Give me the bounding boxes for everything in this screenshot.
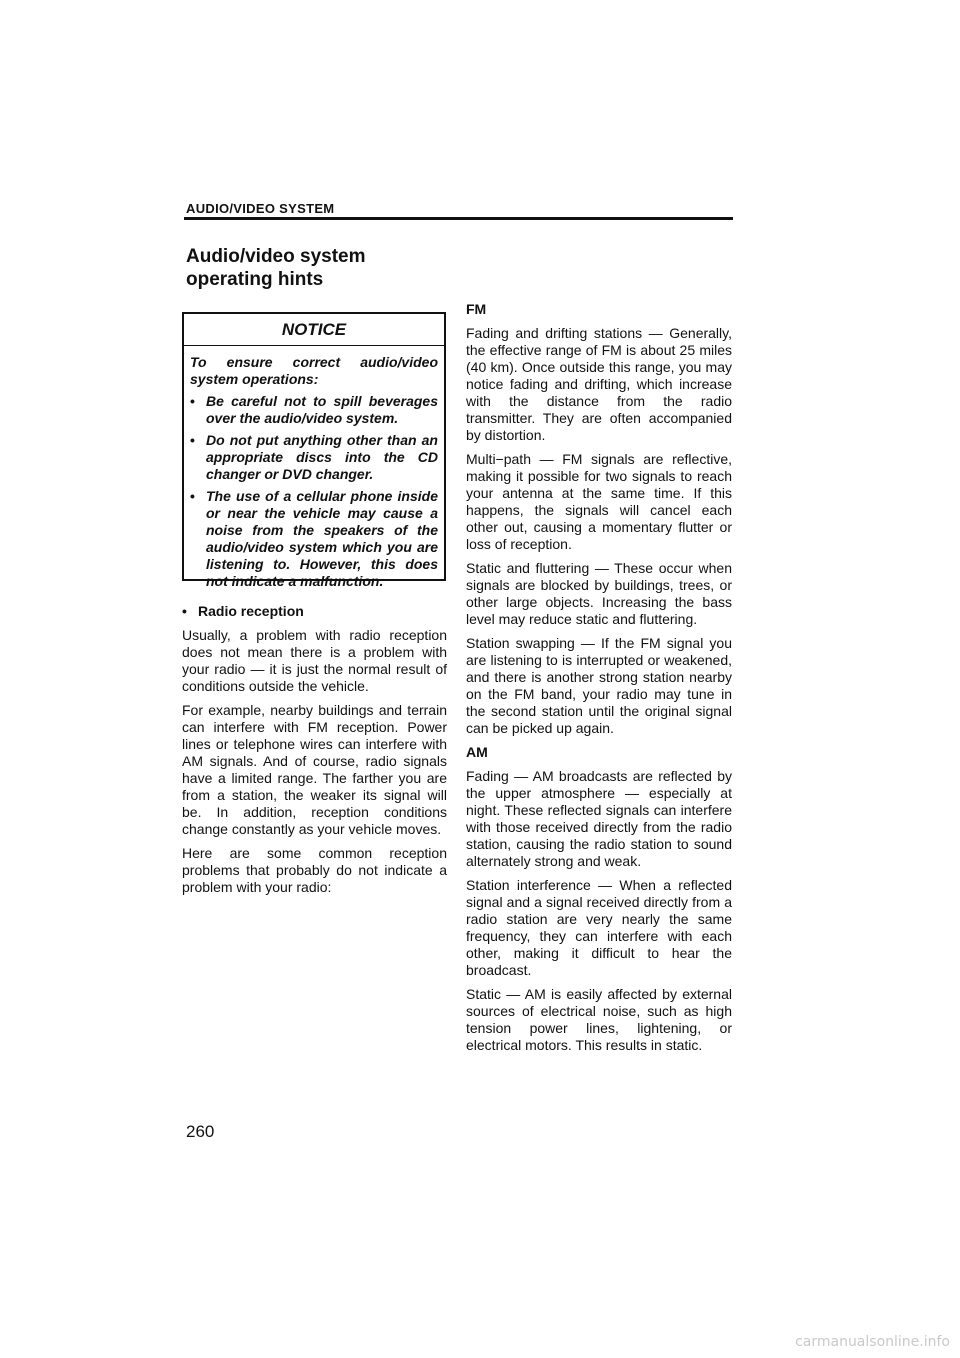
paragraph: Static and fluttering — These occur when signals are blocked by buildings, trees, or other large objects. Increasing the bass level may reduce static and fluttering. bbox=[466, 560, 732, 627]
bullet-icon: • bbox=[190, 432, 195, 448]
section-title-line-2: operating hints bbox=[186, 269, 324, 290]
notice-item-text: Do not put anything other than an appropriate discs into the CD changer or DVD changer. bbox=[206, 432, 438, 482]
section-title bbox=[186, 245, 446, 291]
section-title-line-1: Audio/video system bbox=[186, 246, 366, 267]
bullet-icon: • bbox=[190, 488, 195, 504]
notice-item bbox=[190, 393, 438, 427]
notice-item bbox=[190, 488, 438, 590]
bullet-icon: • bbox=[190, 393, 195, 409]
paragraph: Multi−path — FM signals are reflective, making it possible for two signals to reach your antenna at the same time. If this happens, the signals will cancel each other out, causing a momentary flutter or loss of reception. bbox=[466, 451, 732, 552]
notice-box bbox=[182, 312, 446, 589]
notice-item-text: The use of a cellular phone inside or near the vehicle may cause a noise from the speakers of the audio/video system which you are listening to. However, this does not indicate a malfunction. bbox=[206, 488, 438, 589]
paragraph: Station swapping — If the FM signal you are listening to is interrupted or weakened, and there is another strong station nearby on the FM band, your radio may tune in the second station until the original signal can be picked up again. bbox=[466, 635, 732, 736]
notice-title: NOTICE bbox=[184, 314, 444, 346]
notice-body bbox=[184, 346, 444, 590]
page-number: 260 bbox=[186, 1122, 215, 1141]
radio-reception-heading bbox=[182, 603, 447, 620]
notice-item bbox=[190, 432, 438, 483]
paragraph: Station interference — When a reflected signal and a signal received directly from a radio station are very nearly the same frequency, they can interfere with each other, making it difficult to hear the broadcast. bbox=[466, 877, 732, 978]
paragraph: Fading — AM broadcasts are reflected by the upper atmosphere — especially at night. These reflected signals can interfere with those received directly from the radio station, causing the radio station to sound alternately strong and weak. bbox=[466, 768, 732, 869]
bullet-icon: • bbox=[182, 603, 187, 619]
paragraph: Static — AM is easily affected by external sources of electrical noise, such as high tension power lines, lightening, or electrical motors. This results in static. bbox=[466, 986, 732, 1053]
header-divider bbox=[184, 217, 733, 220]
running-header: AUDIO/VIDEO SYSTEM bbox=[186, 201, 335, 216]
radio-reception-heading-text: Radio reception bbox=[198, 603, 304, 619]
watermark-link[interactable]: carmanualsonline.info bbox=[795, 1334, 950, 1350]
paragraph: Here are some common reception problems that probably do not indicate a problem with your radio: bbox=[182, 845, 447, 895]
notice-item-text: Be careful not to spill beverages over the audio/video system. bbox=[206, 393, 438, 426]
left-column bbox=[182, 603, 447, 903]
fm-heading: FM bbox=[466, 301, 487, 317]
right-column bbox=[466, 301, 732, 1061]
notice-intro: To ensure correct audio/video system operations: bbox=[190, 354, 438, 387]
paragraph: Fading and drifting stations — Generally, the effective range of FM is about 25 miles (40 km). Once outside this range, you may notice fading and drifting, which increase with the distance from the radio transmitter. They are often accompanied by distortion. bbox=[466, 325, 732, 443]
paragraph: Usually, a problem with radio reception does not mean there is a problem with your radio — it is just the normal result of conditions outside the vehicle. bbox=[182, 627, 447, 694]
am-heading: AM bbox=[466, 744, 488, 760]
paragraph: For example, nearby buildings and terrain can interfere with FM reception. Power lines or telephone wires can interfere with AM signals. And of course, radio signals have a limited range. The farther you are from a station, the weaker its signal will be. In addition, reception conditions change constantly as your vehicle moves. bbox=[182, 702, 447, 837]
